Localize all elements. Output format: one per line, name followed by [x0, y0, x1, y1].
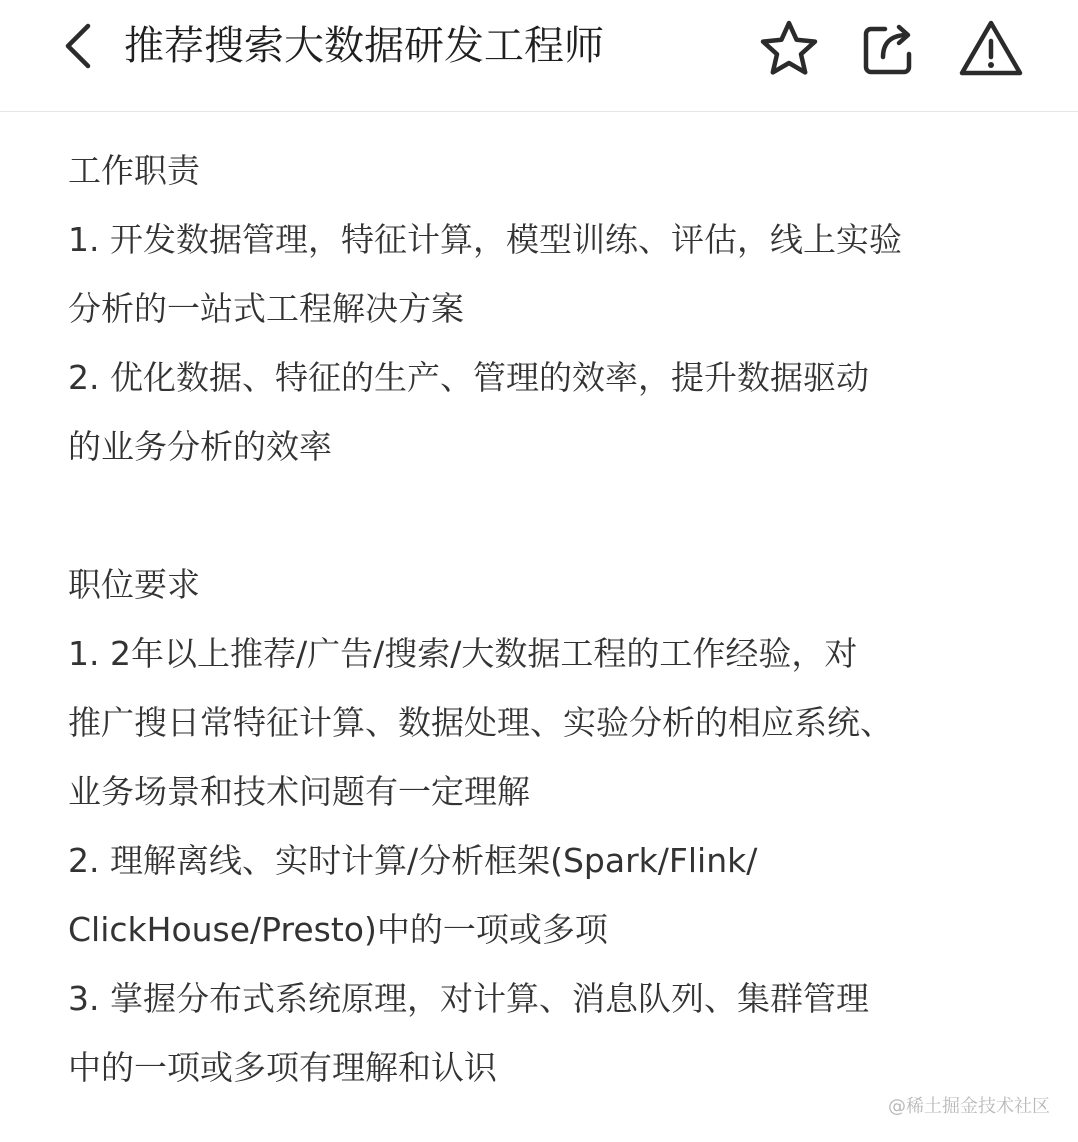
requirement-line: 业务场景和技术问题有一定理解: [68, 772, 530, 811]
warning-icon: [957, 17, 1025, 81]
job-description: [68, 136, 1018, 1102]
back-chevron-icon: [54, 20, 106, 72]
section-heading-requirements: 职位要求: [68, 565, 200, 604]
responsibility-line: 分析的一站式工程解决方案: [68, 289, 464, 328]
favorite-button[interactable]: [754, 14, 824, 84]
top-navigation-bar: [0, 0, 1078, 112]
page-title: 推荐搜索大数据研发工程师: [124, 23, 604, 69]
requirement-line: 中的一项或多项有理解和认识: [68, 1048, 497, 1087]
requirement-line: ClickHouse/Presto)中的一项或多项: [68, 910, 608, 949]
section-spacer: [68, 481, 1018, 550]
requirement-line: 推广搜日常特征计算、数据处理、实验分析的相应系统、: [68, 703, 893, 742]
responsibility-line: 2. 优化数据、特征的生产、管理的效率，提升数据驱动: [68, 358, 869, 397]
star-icon: [757, 17, 821, 81]
section-heading-responsibilities: 工作职责: [68, 151, 200, 190]
requirement-line: 2. 理解离线、实时计算/分析框架(Spark/Flink/: [68, 841, 758, 880]
share-icon: [857, 17, 921, 81]
requirement-line: 1. 2年以上推荐/广告/搜索/大数据工程的工作经验，对: [68, 634, 858, 673]
share-button[interactable]: [854, 14, 924, 84]
requirement-line: 3. 掌握分布式系统原理，对计算、消息队列、集群管理: [68, 979, 869, 1018]
report-button[interactable]: [956, 14, 1026, 84]
back-button[interactable]: [54, 20, 106, 72]
responsibility-line: 的业务分析的效率: [68, 427, 332, 466]
responsibility-line: 1. 开发数据管理，特征计算，模型训练、评估，线上实验: [68, 220, 902, 259]
watermark: @稀土掘金技术社区: [888, 1096, 1050, 1117]
